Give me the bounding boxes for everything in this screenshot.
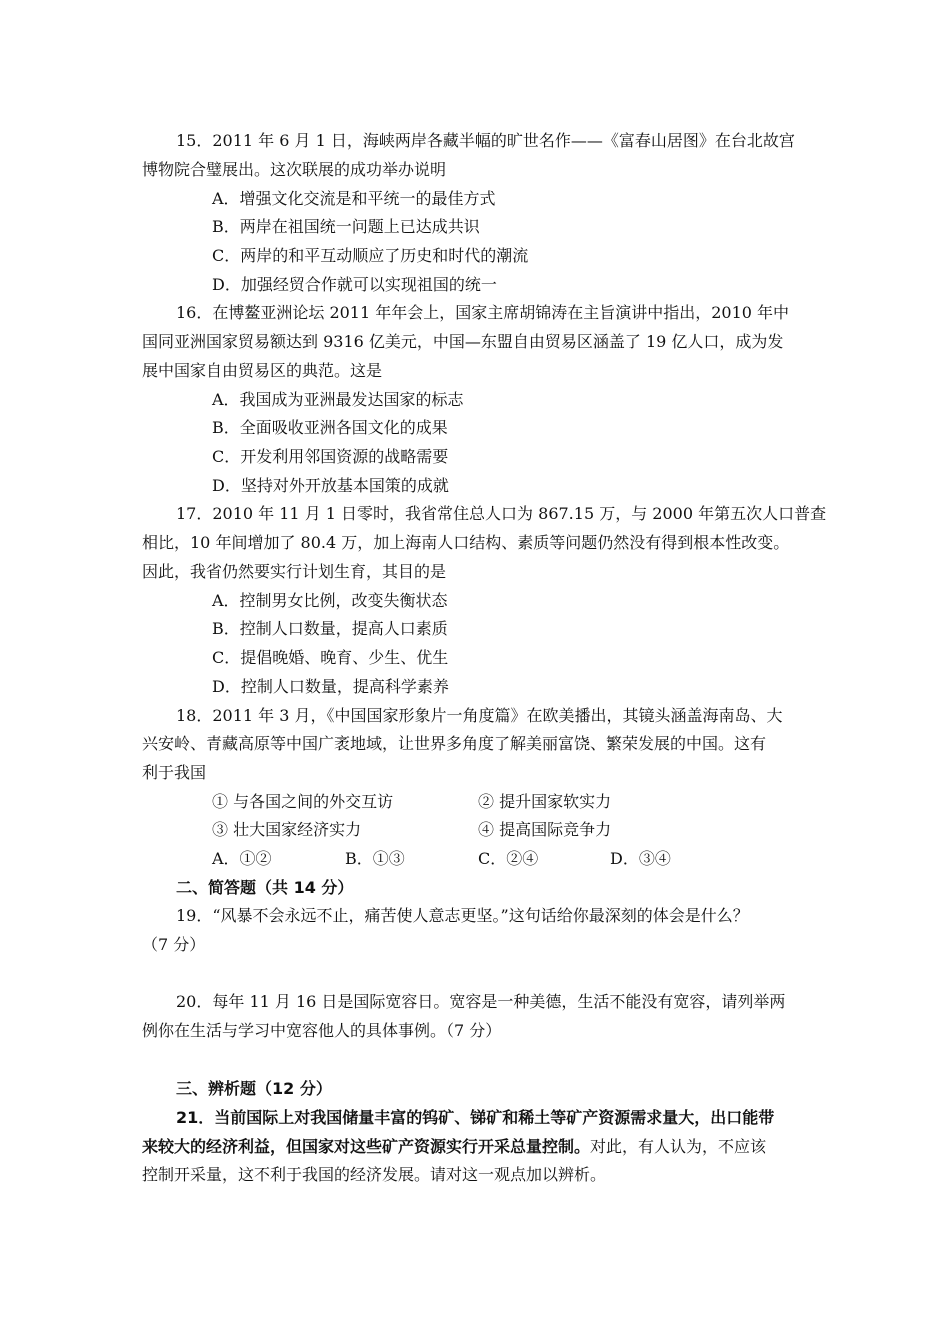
q18-item-2: ② 提升国家软实力 <box>478 792 612 811</box>
q16-stem-line1: 16．在博鳌亚洲论坛 2011 年年会上，国家主席胡锦涛在主旨演讲中指出，2010 年中 <box>176 303 790 322</box>
section3-heading: 三、辨析题（12 分） <box>176 1079 332 1098</box>
q16-stem-line3: 展中国家自由贸易区的典范。这是 <box>142 361 383 380</box>
q16-stem-line2: 国同亚洲国家贸易额达到 9316 亿美元，中国—东盟自由贸易区涵盖了 19 亿人口，成为发 <box>142 332 784 351</box>
q15-option-b: B．两岸在祖国统一问题上已达成共识 <box>212 217 480 236</box>
section2-heading: 二、简答题（共 14 分） <box>176 878 354 897</box>
q17-option-c: C．提倡晚婚、晚育、少生、优生 <box>212 648 449 667</box>
q16-option-a: A．我国成为亚洲最发达国家的标志 <box>212 390 464 409</box>
q18-item-3: ③ 壮大国家经济实力 <box>212 820 362 839</box>
q21-stem-line3: 控制开采量，这不利于我国的经济发展。请对这一观点加以辨析。 <box>142 1165 607 1184</box>
q21-stem-line2-rest: 对此，有人认为，不应该 <box>590 1137 767 1156</box>
q18-choice-b: B．①③ <box>345 849 405 868</box>
q21-stem-line1: 21．当前国际上对我国储量丰富的钨矿、锑矿和稀土等矿产资源需求量大，出口能带 <box>176 1108 775 1127</box>
q15-option-d: D．加强经贸合作就可以实现祖国的统一 <box>212 275 497 294</box>
q15-stem-line1: 15．2011 年 6 月 1 日，海峡两岸各藏半幅的旷世名作——《富春山居图》在台北故宫 <box>176 131 795 150</box>
q20-stem-line2: 例你在生活与学习中宽容他人的具体事例。（7 分） <box>142 1021 502 1040</box>
q18-stem-line2: 兴安岭、青藏高原等中国广袤地域，让世界多角度了解美丽富饶、繁荣发展的中国。这有 <box>142 734 767 753</box>
q17-stem-line2: 相比，10 年间增加了 80.4 万，加上海南人口结构、素质等问题仍然没有得到根本性改变。 <box>142 533 790 552</box>
q17-stem-line3: 因此，我省仍然要实行计划生育，其目的是 <box>142 562 447 581</box>
q16-option-d: D．坚持对外开放基本国策的成就 <box>212 476 449 495</box>
q21-stem-line2 <box>142 1133 766 1161</box>
q17-option-d: D．控制人口数量，提高科学素养 <box>212 677 449 696</box>
q18-choice-d: D．③④ <box>610 849 671 868</box>
q18-stem-line1: 18．2011 年 3 月，《中国国家形象片一角度篇》在欧美播出，其镜头涵盖海南岛、大 <box>176 706 783 725</box>
q17-stem-line1: 17．2010 年 11 月 1 日零时，我省常住总人口为 867.15 万，与 2000 年第五次人口普查 <box>176 504 827 523</box>
q20-stem-line1: 20．每年 11 月 16 日是国际宽容日。宽容是一种美德，生活不能没有宽容，请列举两 <box>176 992 786 1011</box>
q18-choice-a: A．①② <box>212 849 272 868</box>
q15-option-a: A．增强文化交流是和平统一的最佳方式 <box>212 189 496 208</box>
q19-stem-line2: （7 分） <box>142 935 206 954</box>
q16-option-c: C．开发利用邻国资源的战略需要 <box>212 447 449 466</box>
q18-item-4: ④ 提高国际竞争力 <box>478 820 612 839</box>
q21-stem-line2-bold: 来较大的经济利益，但国家对这些矿产资源实行开采总量控制。 <box>142 1137 591 1156</box>
q18-stem-line3: 利于我国 <box>142 763 207 782</box>
q18-item-1: ① 与各国之间的外交互访 <box>212 792 394 811</box>
q16-option-b: B．全面吸收亚洲各国文化的成果 <box>212 418 448 437</box>
q19-stem-line1: 19．“风暴不会永远不止，痛苦使人意志更坚。”这句话给你最深刻的体会是什么？ <box>176 906 749 925</box>
q15-stem-line2: 博物院合璧展出。这次联展的成功举办说明 <box>142 160 447 179</box>
q15-option-c: C．两岸的和平互动顺应了历史和时代的潮流 <box>212 246 529 265</box>
q17-option-b: B．控制人口数量，提高人口素质 <box>212 619 448 638</box>
q17-option-a: A．控制男女比例，改变失衡状态 <box>212 591 448 610</box>
q18-choice-c: C．②④ <box>478 849 539 868</box>
